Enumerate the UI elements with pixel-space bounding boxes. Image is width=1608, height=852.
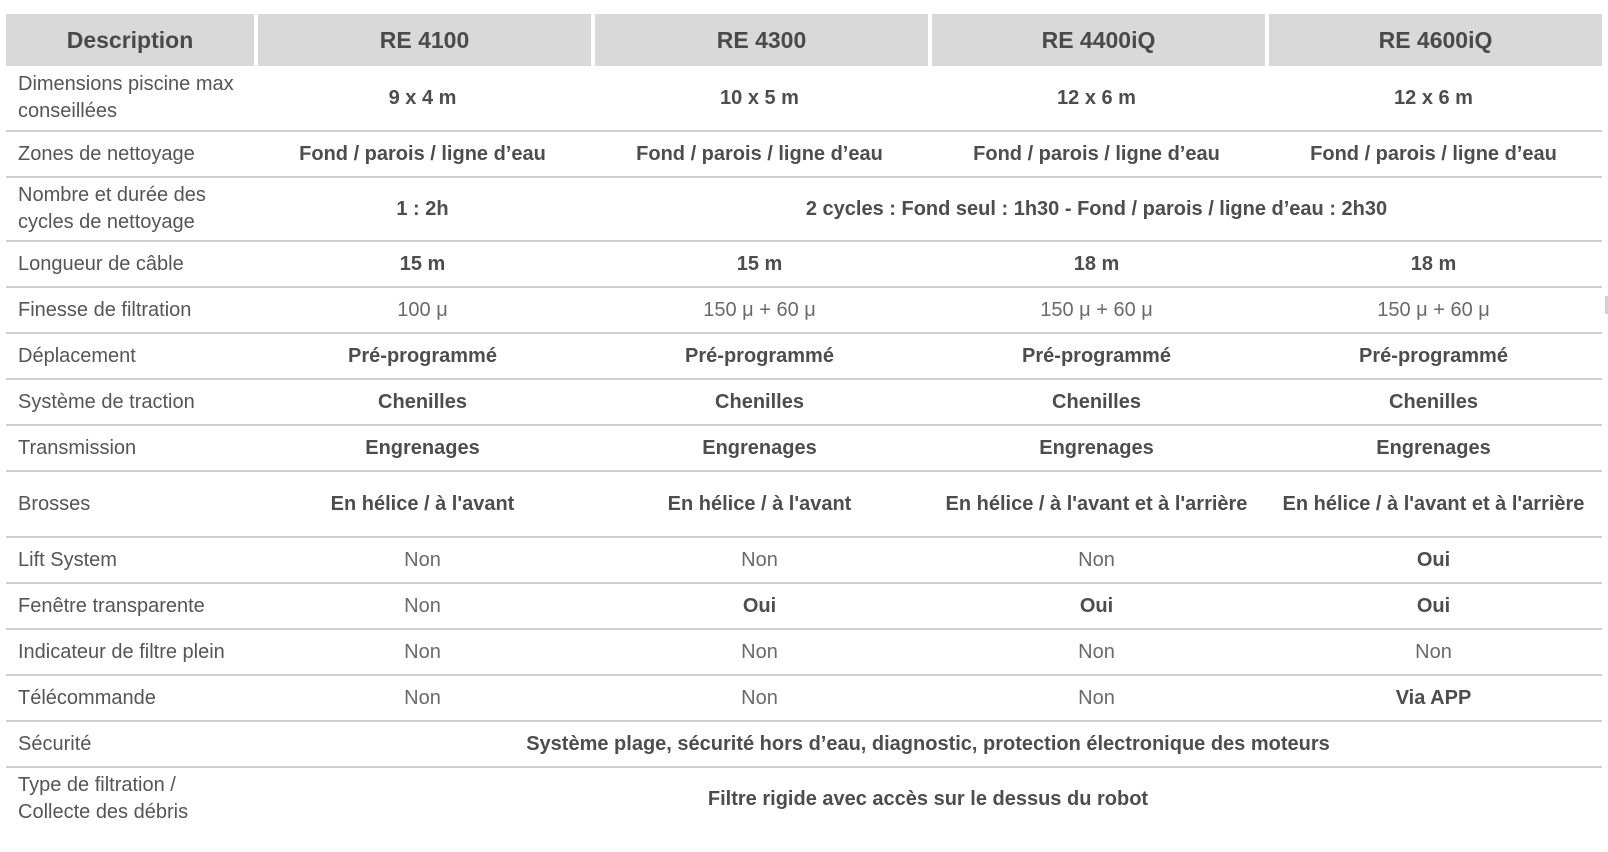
cell-traction-2: Chenilles: [928, 380, 1265, 426]
table-row-lift: [6, 538, 1602, 584]
cell-transmission-3: Engrenages: [1265, 426, 1602, 472]
cell-brosses-1: En hélice / à l'avant: [591, 472, 928, 538]
row-label-filtration: Finesse de filtration: [6, 288, 254, 334]
table-row-dimensions: [6, 66, 1602, 132]
row-label-securite: Sécurité: [6, 722, 254, 768]
cell-zones-2: Fond / parois / ligne d’eau: [928, 132, 1265, 178]
cell-dimensions-1: 10 x 5 m: [591, 66, 928, 132]
cell-deplacement-1: Pré-programmé: [591, 334, 928, 380]
table-row-securite: [6, 722, 1602, 768]
cell-zones-1: Fond / parois / ligne d’eau: [591, 132, 928, 178]
cell-filtration-3: 150 μ + 60 μ: [1265, 288, 1602, 334]
row-label-indicateur: Indicateur de filtre plein: [6, 630, 254, 676]
cell-dimensions-0: 9 x 4 m: [254, 66, 591, 132]
cell-telecommande-3: Via APP: [1265, 676, 1602, 722]
cell-cable-1: 15 m: [591, 242, 928, 288]
table-row-brosses: [6, 472, 1602, 538]
cell-lift-2: Non: [928, 538, 1265, 584]
row-label-deplacement: Déplacement: [6, 334, 254, 380]
header-re-4400iq: RE 4400iQ: [928, 14, 1265, 66]
table-row-traction: [6, 380, 1602, 426]
cell-fenetre-0: Non: [254, 584, 591, 630]
table-row-type-filtration: [6, 768, 1602, 830]
cell-zones-0: Fond / parois / ligne d’eau: [254, 132, 591, 178]
cell-traction-0: Chenilles: [254, 380, 591, 426]
row-label-lift: Lift System: [6, 538, 254, 584]
comparison-table: [6, 14, 1602, 830]
row-label-cycles: Nombre et durée des cycles de nettoyage: [6, 178, 254, 242]
cell-traction-1: Chenilles: [591, 380, 928, 426]
cell-fenetre-3: Oui: [1265, 584, 1602, 630]
header-description: Description: [6, 14, 254, 66]
cell-dimensions-2: 12 x 6 m: [928, 66, 1265, 132]
cell-brosses-3: En hélice / à l'avant et à l'arrière: [1265, 472, 1602, 538]
cell-cycles-0: 1 : 2h: [254, 178, 591, 242]
row-label-dimensions: Dimensions piscine max conseillées: [6, 66, 254, 132]
cell-brosses-0: En hélice / à l'avant: [254, 472, 591, 538]
table-row-fenetre: [6, 584, 1602, 630]
table-row-indicateur: [6, 630, 1602, 676]
table-row-cycles: [6, 178, 1602, 242]
row-label-traction: Système de traction: [6, 380, 254, 426]
cell-lift-3: Oui: [1265, 538, 1602, 584]
cell-dimensions-3: 12 x 6 m: [1265, 66, 1602, 132]
row-label-transmission: Transmission: [6, 426, 254, 472]
cell-fenetre-1: Oui: [591, 584, 928, 630]
cell-indicateur-0: Non: [254, 630, 591, 676]
row-label-telecommande: Télécommande: [6, 676, 254, 722]
cell-indicateur-3: Non: [1265, 630, 1602, 676]
cell-lift-1: Non: [591, 538, 928, 584]
cell-telecommande-1: Non: [591, 676, 928, 722]
row-label-brosses: Brosses: [6, 472, 254, 538]
cell-zones-3: Fond / parois / ligne d’eau: [1265, 132, 1602, 178]
cell-type-filtration-0: Filtre rigide avec accès sur le dessus du robot: [707, 787, 1149, 810]
cell-securite-0: Système plage, sécurité hors d’eau, diagnostic, protection électronique des moteurs: [254, 722, 1602, 768]
cell-traction-3: Chenilles: [1265, 380, 1602, 426]
header-re-4600iq: RE 4600iQ: [1265, 14, 1602, 66]
table-row-cable: [6, 242, 1602, 288]
cell-telecommande-0: Non: [254, 676, 591, 722]
table-row-telecommande: [6, 676, 1602, 722]
cell-transmission-2: Engrenages: [928, 426, 1265, 472]
cell-deplacement-2: Pré-programmé: [928, 334, 1265, 380]
table-row-zones: [6, 132, 1602, 178]
cell-deplacement-3: Pré-programmé: [1265, 334, 1602, 380]
cell-cycles-1: 2 cycles : Fond seul : 1h30 - Fond / parois / ligne d’eau : 2h30: [591, 178, 1602, 242]
table-body: [6, 66, 1602, 830]
cell-cable-3: 18 m: [1265, 242, 1602, 288]
cell-cable-2: 18 m: [928, 242, 1265, 288]
row-label-type-filtration: Type de filtration / Collecte des débris: [18, 774, 189, 823]
cell-cable-0: 15 m: [254, 242, 591, 288]
cell-telecommande-2: Non: [928, 676, 1265, 722]
cell-brosses-2: En hélice / à l'avant et à l'arrière: [928, 472, 1265, 538]
table-row-filtration: [6, 288, 1602, 334]
cell-fenetre-2: Oui: [928, 584, 1265, 630]
table-row-transmission: [6, 426, 1602, 472]
cell-filtration-1: 150 μ + 60 μ: [591, 288, 928, 334]
cell-transmission-1: Engrenages: [591, 426, 928, 472]
cell-filtration-0: 100 μ: [254, 288, 591, 334]
row-label-fenetre: Fenêtre transparente: [6, 584, 254, 630]
cell-deplacement-0: Pré-programmé: [254, 334, 591, 380]
cell-indicateur-2: Non: [928, 630, 1265, 676]
header-row: [6, 14, 1602, 66]
cell-filtration-2: 150 μ + 60 μ: [928, 288, 1265, 334]
header-re-4300: RE 4300: [591, 14, 928, 66]
table-header: [6, 14, 1602, 66]
cell-transmission-0: Engrenages: [254, 426, 591, 472]
table-row-deplacement: [6, 334, 1602, 380]
cell-indicateur-1: Non: [591, 630, 928, 676]
row-label-cable: Longueur de câble: [6, 242, 254, 288]
cell-lift-0: Non: [254, 538, 591, 584]
row-label-zones: Zones de nettoyage: [6, 132, 254, 178]
header-re-4100: RE 4100: [254, 14, 591, 66]
